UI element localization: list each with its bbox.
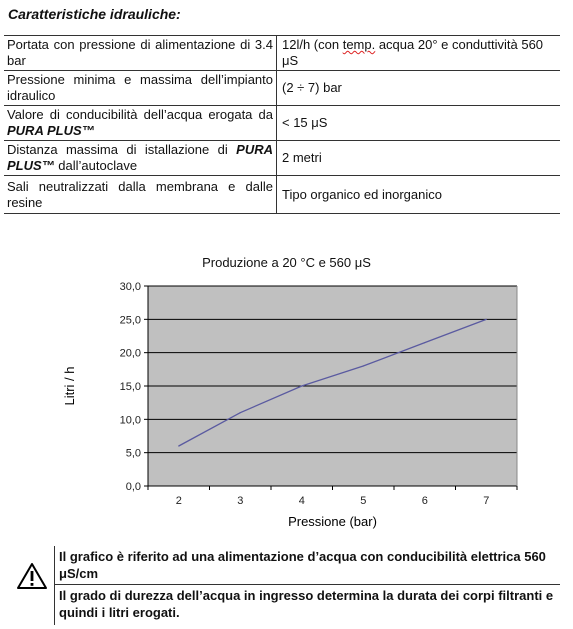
data-point [424,342,425,343]
x-axis-label: Pressione (bar) [288,514,377,529]
x-tick-label: 5 [360,495,367,507]
spec-value: Tipo organico ed inorganico [277,176,561,214]
x-tick-label: 3 [237,495,244,507]
chart-title: Produzione a 20 °C e 560 μS [202,255,371,270]
table-row [4,71,560,106]
x-tick-label: 7 [483,495,490,507]
x-tick-labels [176,495,490,507]
spec-label [4,106,277,141]
spec-value: 2 metri [277,141,561,176]
data-point [178,445,179,446]
y-tick-label: 10,0 [119,414,141,427]
x-tick-label: 4 [298,495,305,507]
notes-box [54,546,560,623]
spec-value: (2 ÷ 7) bar [277,71,561,106]
warning-triangle-icon [16,562,48,590]
spec-label: Portata con pressione di alimentazione di 3.4 bar [4,36,277,71]
spec-label: Sali neutralizzati dalla membrana e dalle resine [4,176,277,214]
spec-label: Pressione minima e massima dell’impianto idraulico [4,71,277,106]
y-axis-label: Litri / h [62,366,77,406]
spec-label-text: dall’autoclave [54,158,138,173]
y-tick-label: 15,0 [119,381,141,393]
spec-label-text: Valore di conducibilità dell’acqua erogata da [7,107,273,122]
product-name: PURA PLUS™ [7,142,273,173]
y-tick-label: 30,0 [119,281,141,293]
data-point [486,319,487,320]
data-point [240,412,241,413]
x-tick-label: 2 [175,495,182,507]
specs-table [4,35,560,214]
y-tick-label: 0,0 [125,481,141,493]
y-tick-labels [120,281,141,493]
section-heading: Caratteristiche idrauliche: [8,6,181,22]
product-name: PURA PLUS™ [7,123,95,138]
table-row [4,141,560,176]
y-tick-label: 5,0 [125,447,141,460]
table-row [4,36,560,71]
y-tick-label: 25,0 [119,314,141,327]
spec-value-text: 12l/h (con [282,37,343,52]
data-point [301,385,302,386]
production-chart [0,270,573,532]
spec-value [277,36,561,71]
spec-label-text: Distanza massima di istallazione di [7,142,237,157]
data-point [363,365,364,366]
x-tick-label: 6 [421,495,428,507]
note-text: Il grafico è riferito ad una alimentazione d’acqua con conducibilità elettrica 560 μS/cm [54,546,560,585]
y-tick-label: 20,0 [119,347,141,360]
table-row [4,106,560,141]
spellcheck-word: temp. [342,37,376,52]
spec-value-text: acqua 20° e conduttività 560 μS [282,37,544,68]
table-row [4,176,560,214]
spec-value: < 15 μS [277,106,561,141]
spec-label [4,141,277,176]
note-text: Il grado di durezza dell’acqua in ingresso determina la durata dei corpi filtranti e quindi i litri erogati. [59,588,554,620]
